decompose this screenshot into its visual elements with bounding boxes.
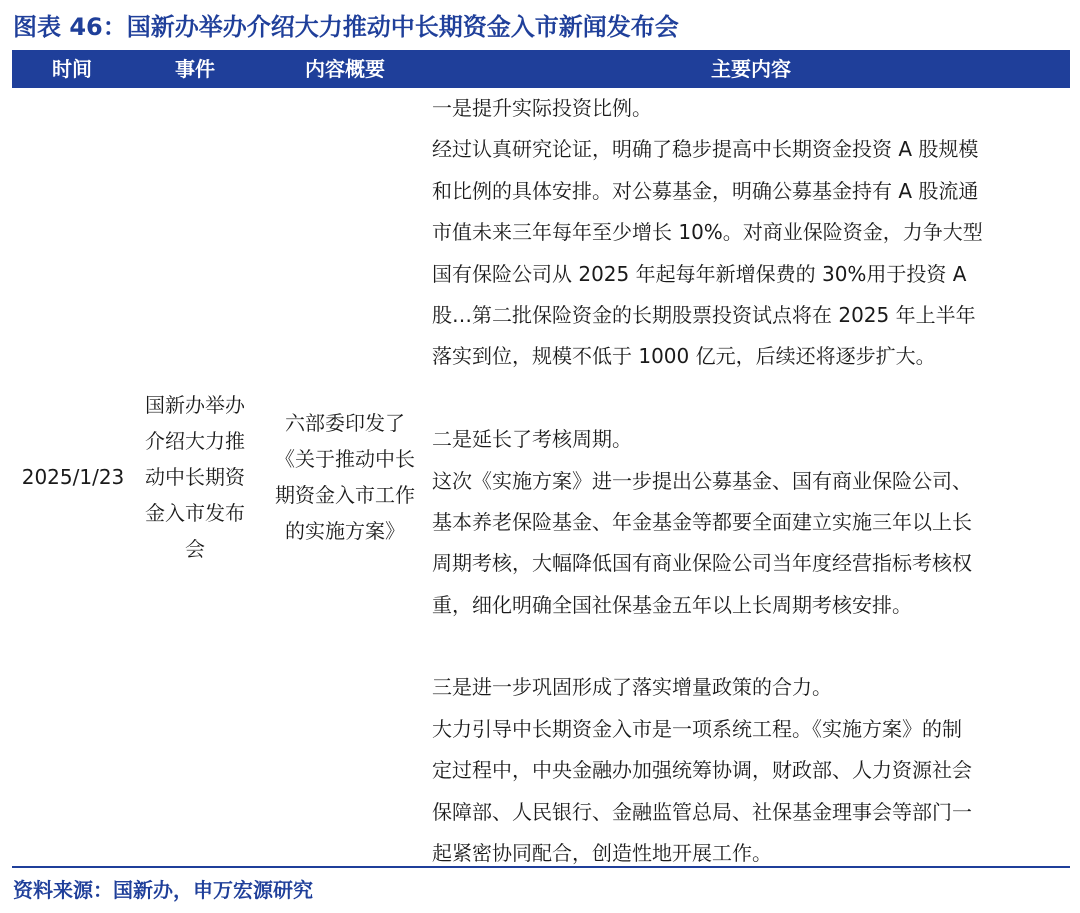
header-summary: 内容概要 (305, 57, 385, 81)
header-event: 事件 (175, 57, 215, 81)
main-line: 和比例的具体安排。对公募基金，明确公募基金持有 A 股流通 (432, 178, 979, 203)
cell-main (432, 88, 1070, 866)
event-line: 会 (185, 537, 205, 561)
event-line: 金入市发布 (145, 501, 245, 525)
cell-event (132, 88, 258, 866)
summary-line: 六部委印发了 (285, 411, 405, 435)
event-line: 国新办举办 (145, 393, 245, 417)
header-main: 主要内容 (711, 57, 791, 81)
main-line: 重，细化明确全国社保基金五年以上长周期考核安排。 (432, 592, 912, 617)
table-bottom-rule (12, 866, 1070, 868)
main-line: 定过程中，中央金融办加强统筹协调，财政部、人力资源社会 (432, 758, 972, 783)
main-line: 保障部、人民银行、金融监管总局、社保基金理事会等部门一 (432, 799, 972, 824)
time-value: 2025/1/23 (21, 465, 125, 489)
event-text (145, 387, 245, 567)
paragraph-gap (432, 378, 1070, 419)
main-line: 国有保险公司从 2025 年起每年新增保费的 30%用于投资 A (432, 261, 967, 286)
cell-time (12, 88, 134, 866)
figure-title: 图表 46：国新办举办介绍大力推动中长期资金入市新闻发布会 (13, 13, 679, 41)
main-line: 三是进一步巩固形成了落实增量政策的合力。 (432, 675, 832, 700)
main-content (432, 88, 1070, 874)
main-line: 一是提升实际投资比例。 (432, 96, 652, 120)
main-line: 周期考核，大幅降低国有商业保险公司当年度经营指标考核权 (432, 551, 972, 576)
summary-line: 《关于推动中长 (275, 447, 415, 471)
table-header (12, 50, 1070, 88)
event-line: 介绍大力推 (145, 429, 245, 453)
main-line: 市值未来三年每年至少增长 10%。对商业保险资金，力争大型 (432, 220, 983, 245)
paragraph-gap (432, 626, 1070, 667)
main-line: 二是延长了考核周期。 (432, 427, 632, 452)
main-line: 大力引导中长期资金入市是一项系统工程。《实施方案》的制 (432, 716, 962, 741)
source-note: 资料来源：国新办，申万宏源研究 (13, 878, 313, 902)
main-line: 基本养老保险基金、年金基金等都要全面建立实施三年以上长 (432, 509, 972, 534)
main-line: 这次《实施方案》进一步提出公募基金、国有商业保险公司、 (432, 468, 972, 493)
summary-line: 期资金入市工作 (275, 483, 415, 507)
main-line: 股…第二批保险资金的长期股票投资试点将在 2025 年上半年 (432, 302, 976, 327)
header-time: 时间 (52, 57, 92, 81)
table-row (12, 88, 1070, 866)
main-line: 经过认真研究论证，明确了稳步提高中长期资金投资 A 股规模 (432, 137, 979, 162)
main-line: 落实到位，规模不低于 1000 亿元，后续还将逐步扩大。 (432, 344, 936, 369)
summary-text (275, 405, 415, 549)
summary-line: 的实施方案》 (285, 519, 405, 543)
event-line: 动中长期资 (145, 465, 245, 489)
main-line: 起紧密协同配合，创造性地开展工作。 (432, 841, 772, 866)
cell-summary (258, 88, 432, 866)
